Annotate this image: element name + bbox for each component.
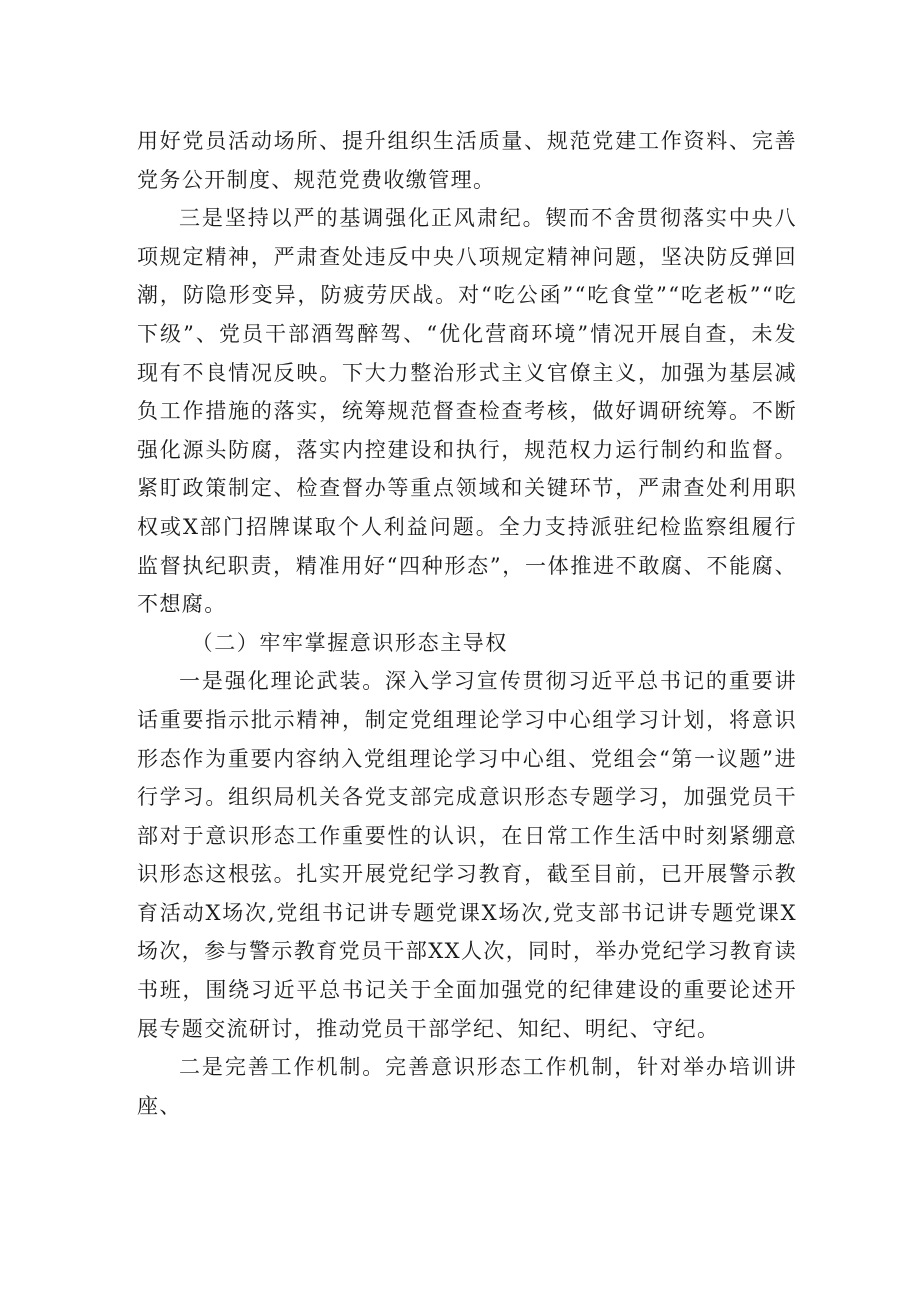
paragraph-continuation: 用好党员活动场所、提升组织生活质量、规范党建工作资料、完善党务公开制度、规范党费收缴管理。 bbox=[137, 129, 797, 192]
paragraph-theory-study: 一是强化理论武装。深入学习宣传贯彻习近平总书记的重要讲话重要指示批示精神，制定党组理论学习中心组学习计划，将意识形态作为重要内容纳入党组理论学习中心组、党组会“第一议题”进行学习。组织局机关各党支部完成意识形态专题学习，加强党员干部对于意识形态工作重要性的认识，在日常工作生活中时刻紧绷意识形态这根弦。扎实开展党纪学习教育，截至目前，已开展警示教育活动X场次,党组书记讲专题党课X场次,党支部书记讲专题党课X场次，参与警示教育党员干部XX人次，同时，举办党纪学习教育读书班，围绕习近平总书记关于全面加强党的纪律建设的重要论述开展专题交流研讨，推动党员干部学纪、知纪、明纪、守纪。 bbox=[137, 669, 797, 1041]
section-heading: （二）牢牢掌握意识形态主导权 bbox=[191, 630, 508, 655]
paragraph-discipline: 三是坚持以严的基调强化正风肃纪。锲而不舍贯彻落实中央八项规定精神，严肃查处违反中央八项规定精神问题，坚决防反弹回潮，防隐形变异，防疲劳厌战。对“吃公函”“吃食堂”“吃老板”“吃下级”、党员干部酒驾醉驾、“优化营商环境”情况开展自查，未发现有不良情况反映。下大力整治形式主义官僚主义，加强为基层减负工作措施的落实，统筹规范督查检查考核，做好调研统筹。不断强化源头防腐，落实内控建设和执行，规范权力运行制约和监督。紧盯政策制定、检查督办等重点领域和关键环节，严肃查处利用职权或X部门招牌谋取个人利益问题。全力支持派驻纪检监察组履行监督执纪职责，精准用好“四种形态”，一体推进不敢腐、不能腐、不想腐。 bbox=[137, 206, 797, 617]
document-body bbox=[137, 122, 797, 1125]
paragraph-work-mechanism: 二是完善工作机制。完善意识形态工作机制，针对举办培训讲座、 bbox=[137, 1055, 797, 1118]
